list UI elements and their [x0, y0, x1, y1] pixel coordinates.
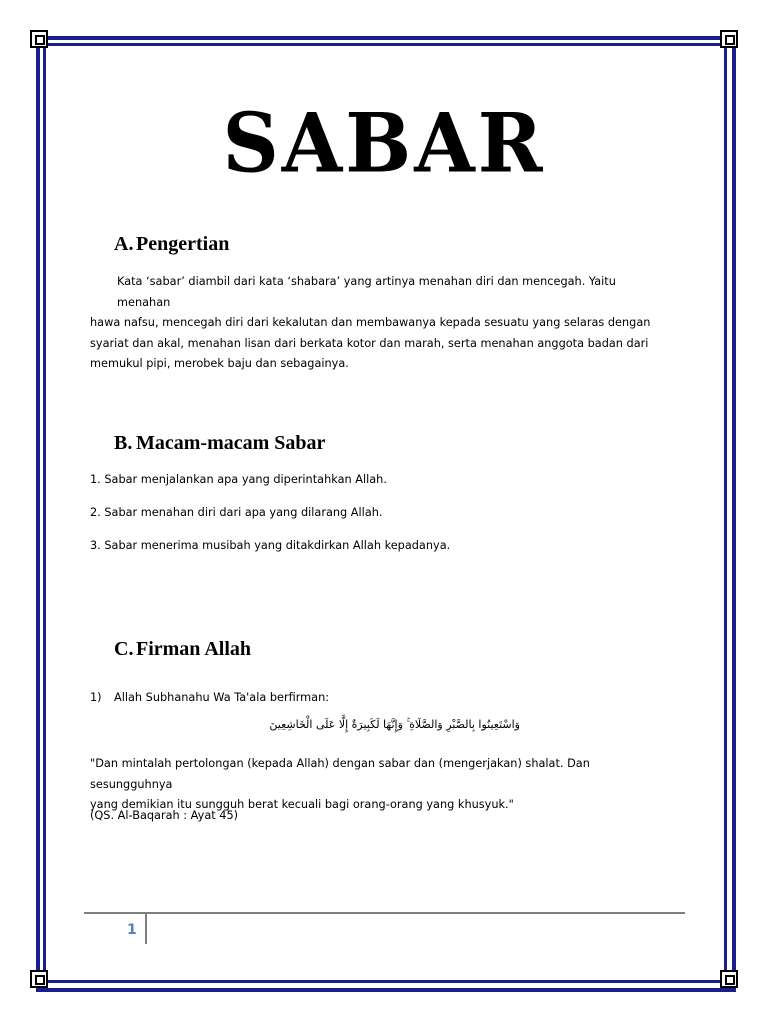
paragraph-line: Kata ‘sabar’ diambil dari kata ‘shabara’ yang artinya menahan diri dan mencegah. Yaitu menahan	[117, 275, 616, 309]
section-a-number: A.	[114, 233, 134, 255]
corner-ornament-top-left	[30, 30, 48, 48]
document-title: SABAR	[222, 95, 546, 192]
corner-ornament-bottom-left	[30, 970, 48, 988]
list-item: 1. Sabar menjalankan apa yang diperintahkan Allah.	[90, 473, 387, 486]
arabic-verse: وَاسْتَعِينُوا بِالصَّبْرِ وَالصَّلَاةِ ۚ وَإِنَّهَا لَكَبِيرَةٌ إِلَّا عَلَى الْخَاشِعِينَ	[269, 718, 520, 731]
section-c-heading	[114, 638, 251, 661]
verse-reference: (QS. Al-Baqarah : Ayat 45)	[90, 809, 239, 822]
corner-ornament-bottom-right	[720, 970, 738, 988]
section-a-paragraph	[90, 272, 670, 375]
translation-line: yang demikian itu sungguh berat kecuali bagi orang-orang yang khusyuk."	[90, 798, 514, 811]
verse-translation	[90, 754, 670, 816]
paragraph-line: hawa nafsu, mencegah diri dari kekalutan dan membawanya kepada sesuatu yang selaras dengan	[90, 316, 651, 329]
section-b-heading	[114, 432, 325, 455]
paragraph-line: memukul pipi, merobek baju dan sebagainya.	[90, 357, 349, 370]
section-b-title: Macam-macam Sabar	[136, 432, 326, 454]
paragraph-line: syariat dan akal, menahan lisan dari berkata kotor dan marah, serta menahan anggota badan dari	[90, 336, 649, 350]
section-c-number: C.	[114, 638, 134, 660]
verse-intro-text: Allah Subhanahu Wa Ta'ala berfirman:	[114, 691, 330, 704]
list-item: 2. Sabar menahan diri dari apa yang dilarang Allah.	[90, 506, 383, 519]
page-number: 1	[127, 922, 137, 938]
section-a-heading	[114, 233, 229, 256]
verse-intro	[90, 691, 329, 704]
section-c-title: Firman Allah	[136, 638, 252, 660]
section-b-number: B.	[114, 432, 133, 454]
section-a-title: Pengertian	[136, 233, 230, 255]
footer-rule	[84, 912, 685, 914]
corner-ornament-top-right	[720, 30, 738, 48]
list-item: 3. Sabar menerima musibah yang ditakdirkan Allah kepadanya.	[90, 539, 451, 552]
translation-line: "Dan mintalah pertolongan (kepada Allah) dengan sabar dan (mengerjakan) shalat. Dan sesungguhnya	[90, 757, 590, 791]
verse-intro-number: 1)	[90, 691, 102, 704]
footer-divider	[145, 914, 147, 944]
